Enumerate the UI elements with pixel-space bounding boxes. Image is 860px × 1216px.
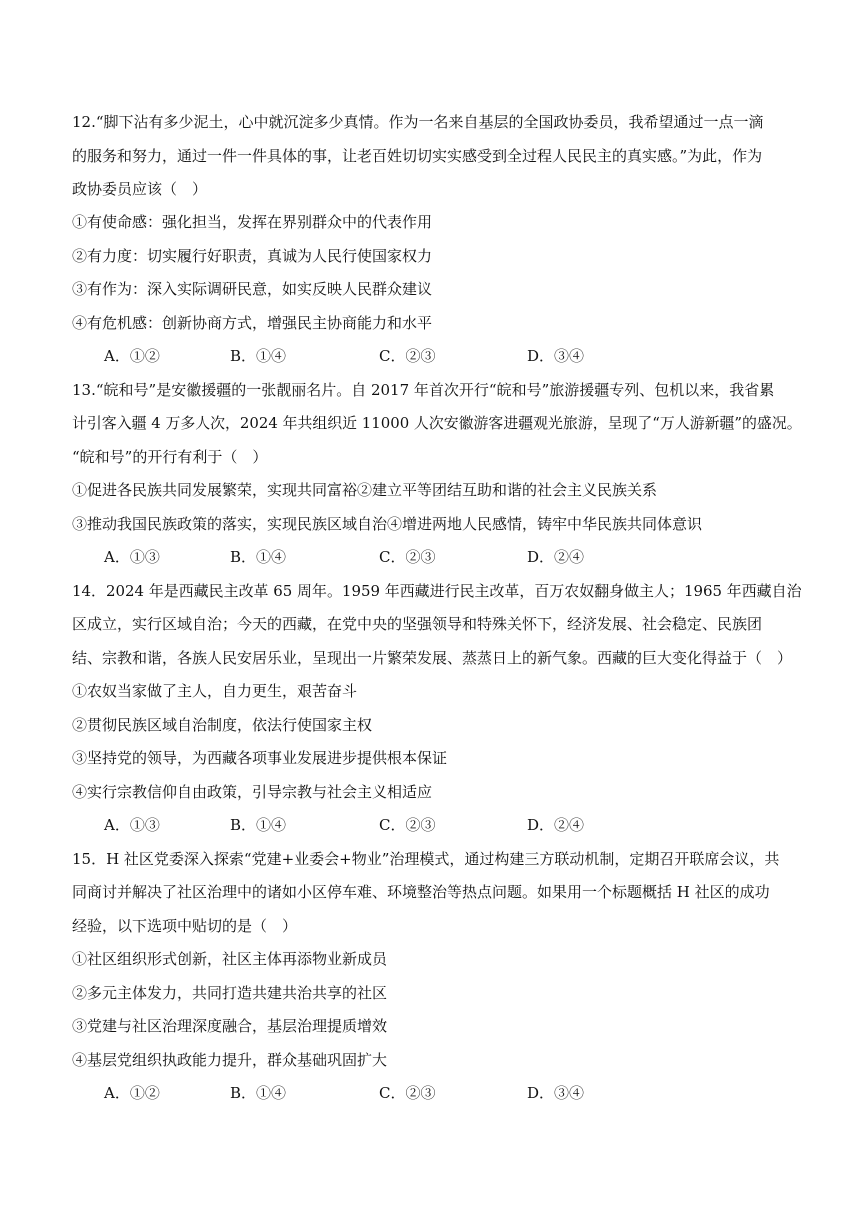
question-14-statement-3: ③坚持党的领导，为西藏各项事业发展进步提供根本保证: [72, 749, 448, 767]
question-14-stem-line-3: 结、宗教和谐，各族人民安居乐业，呈现出一片繁荣发展、蒸蒸日上的新气象。西藏的巨大变化得益于（ ）: [72, 649, 793, 667]
question-14-stem-line-1: 14．2024 年是西藏民主改革 65 周年。1959 年西藏进行民主改革，百万农奴翻身做主人；1965 年西藏自治: [72, 582, 802, 600]
question-15-statement-4: ④基层党组织执政能力提升，群众基础巩固扩大: [72, 1051, 388, 1069]
question-14-option-d[interactable]: D．②④: [527, 816, 585, 834]
question-13-stem-line-2: 计引客入疆 4 万多人次，2024 年共组织近 11000 人次安徽游客进疆观光旅游，呈现了“万人游新疆”的盛况。: [72, 414, 802, 432]
question-12-option-b[interactable]: B．①④: [230, 347, 287, 365]
question-14-statement-2: ②贯彻民族区域自治制度，依法行使国家主权: [72, 716, 373, 734]
question-15-statement-3: ③党建与社区治理深度融合，基层治理提质增效: [72, 1017, 388, 1035]
question-15-options: [104, 1083, 724, 1103]
question-12-statement-2: ②有力度：切实履行好职责，真诚为人民行使国家权力: [72, 247, 433, 265]
question-14-statement-1: ①农奴当家做了主人，自力更生，艰苦奋斗: [72, 682, 358, 700]
question-12-statement-3: ③有作为：深入实际调研民意，如实反映人民群众建议: [72, 280, 433, 298]
question-12-statement-1: ①有使命感：强化担当，发挥在界别群众中的代表作用: [72, 213, 433, 231]
question-15-statement-1: ①社区组织形式创新，社区主体再添物业新成员: [72, 950, 388, 968]
question-12-option-c[interactable]: C．②③: [379, 347, 436, 365]
question-15-stem-line-3: 经验，以下选项中贴切的是（ ）: [72, 917, 298, 935]
question-14-options: [104, 815, 724, 835]
question-12-stem-line-1: 12.“脚下沾有多少泥土，心中就沉淀多少真情。作为一名来自基层的全国政协委员，我希望通过一点一滴: [72, 113, 764, 131]
question-15-option-d[interactable]: D．③④: [527, 1084, 585, 1102]
question-13-statement-2: ③推动我国民族政策的落实，实现民族区域自治④增进两地人民感情，铸牢中华民族共同体意识: [72, 515, 703, 533]
question-13-options: [104, 547, 724, 567]
question-13-stem-line-3: “皖和号”的开行有利于（ ）: [72, 448, 268, 466]
question-13-statement-1: ①促进各民族共同发展繁荣，实现共同富裕②建立平等团结互助和谐的社会主义民族关系: [72, 481, 658, 499]
question-13-option-c[interactable]: C．②③: [379, 548, 436, 566]
question-14-option-c[interactable]: C．②③: [379, 816, 436, 834]
question-14-option-a[interactable]: A．①③: [104, 816, 160, 834]
question-15-statement-2: ②多元主体发力，共同打造共建共治共享的社区: [72, 984, 388, 1002]
question-14-option-b[interactable]: B．①④: [230, 816, 287, 834]
question-15-option-a[interactable]: A．①②: [104, 1084, 160, 1102]
question-15-option-c[interactable]: C．②③: [379, 1084, 436, 1102]
question-15-option-b[interactable]: B．①④: [230, 1084, 287, 1102]
question-13-option-a[interactable]: A．①③: [104, 548, 160, 566]
question-15-stem-line-2: 同商讨并解决了社区治理中的诸如小区停车难、环境整治等热点问题。如果用一个标题概括 H 社区的成功: [72, 883, 770, 901]
question-14-stem-line-2: 区成立，实行区域自治；今天的西藏，在党中央的坚强领导和特殊关怀下，经济发展、社会稳定、民族团: [72, 615, 763, 633]
question-12-option-d[interactable]: D．③④: [527, 347, 585, 365]
question-12-statement-4: ④有危机感：创新协商方式，增强民主协商能力和水平: [72, 314, 433, 332]
question-13-option-b[interactable]: B．①④: [230, 548, 287, 566]
question-12-options: [104, 346, 724, 366]
question-13-stem-line-1: 13.“皖和号”是安徽援疆的一张靓丽名片。自 2017 年首次开行“皖和号”旅游援疆专列、包机以来，我省累: [72, 381, 775, 399]
question-13-option-d[interactable]: D．②④: [527, 548, 585, 566]
question-14-statement-4: ④实行宗教信仰自由政策，引导宗教与社会主义相适应: [72, 783, 433, 801]
question-12-stem-line-2: 的服务和努力，通过一件一件具体的事，让老百姓切切实实感受到全过程人民民主的真实感。”为此，作为: [72, 147, 763, 165]
question-12-option-a[interactable]: A．①②: [104, 347, 160, 365]
question-12-stem-line-3: 政协委员应该（ ）: [72, 180, 208, 198]
question-15-stem-line-1: 15．H 社区党委深入探索“党建+业委会+物业”治理模式，通过构建三方联动机制，定期召开联席会议，共: [72, 850, 780, 868]
